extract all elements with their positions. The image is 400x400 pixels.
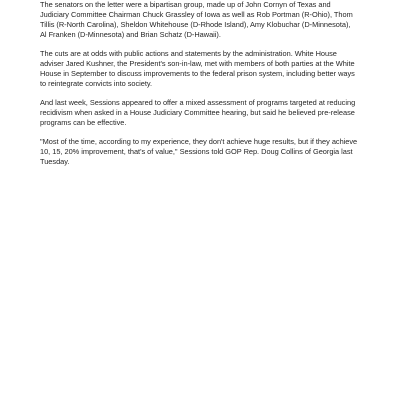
article-paragraph-4: "Most of the time, according to my experience, they don't achieve huge results, but if they achieve 10, 15, 20% improvement, that's of value," Sessions told GOP Rep. Doug Collins of Georgia last Tuesday.: [40, 137, 358, 166]
article-paragraph-2: The cuts are at odds with public actions and statements by the administration. White House adviser Jared Kushner, the President's son-in-law, met with members of both parties at the White House in September to discuss improvements to the federal prison system, including better ways to reintegrate convicts into society.: [40, 49, 355, 88]
article-paragraph-3: And last week, Sessions appeared to offer a mixed assessment of programs targeted at reducing recidivism when asked in a House Judiciary Committee hearing, but said he believed pre-release programs can be effective.: [40, 98, 356, 127]
article-body: [40, 0, 358, 176]
article-paragraph-1: The senators on the letter were a bipartisan group, made up of John Cornyn of Texas and Judiciary Committee Chairman Chuck Grassley of Iowa as well as Rob Portman (R-Ohio), Thom Tillis (R-North Carolina), Sheldon Whitehouse (D-Rhode Island), Amy Klobuchar (D-Minnesota), Al Franken (D-Minnesota) and Brian Schatz (D-Hawaii).: [40, 0, 353, 39]
